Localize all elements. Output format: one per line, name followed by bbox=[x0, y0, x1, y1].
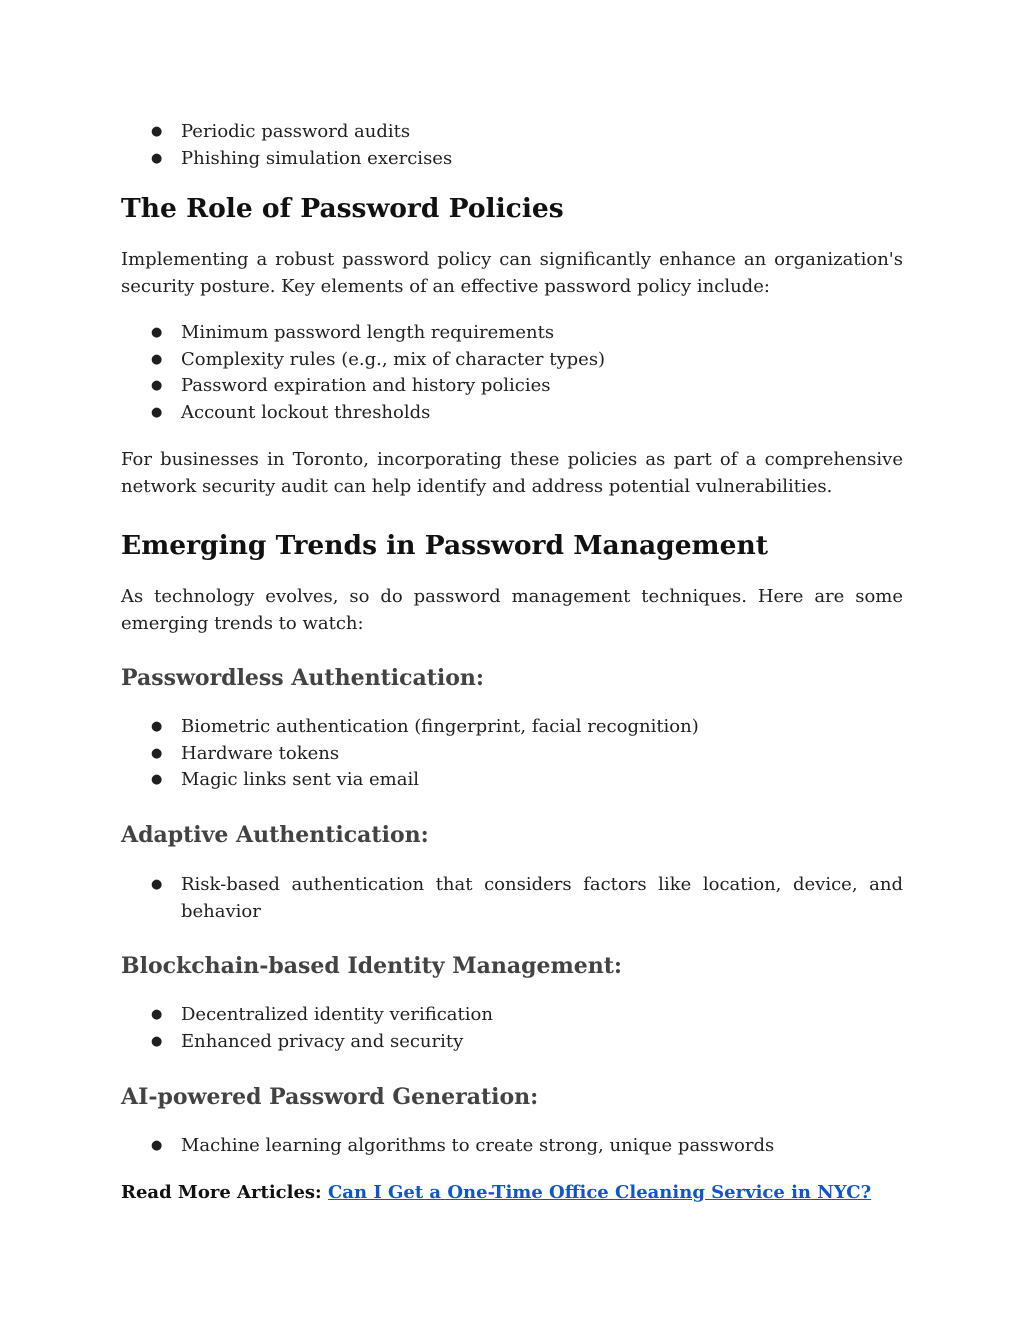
policies-closing-paragraph: For businesses in Toronto, incorporating these policies as part of a comprehensive network security audit can help identify and address potential vulnerabilities. bbox=[121, 449, 903, 497]
list-item: ● Periodic password audits bbox=[121, 119, 903, 146]
intro-bullet-list bbox=[121, 119, 903, 172]
list-item: ● Decentralized identity verification bbox=[121, 1002, 903, 1029]
read-more-label: Read More Articles: bbox=[121, 1182, 322, 1203]
heading-ai-password-generation: AI-powered Password Generation: bbox=[121, 1084, 539, 1110]
heading-passwordless-authentication: Passwordless Authentication: bbox=[121, 665, 485, 691]
adaptive-bullet-list bbox=[121, 872, 903, 925]
list-item: ● Phishing simulation exercises bbox=[121, 146, 903, 173]
list-item: ● Complexity rules (e.g., mix of character types) bbox=[121, 347, 903, 374]
list-item: ● Minimum password length requirements bbox=[121, 320, 903, 347]
heading-blockchain-identity: Blockchain-based Identity Management: bbox=[121, 953, 623, 979]
heading-emerging-trends: Emerging Trends in Password Management bbox=[121, 530, 768, 561]
list-item: ● Magic links sent via email bbox=[121, 767, 903, 794]
passwordless-bullet-list bbox=[121, 714, 903, 794]
list-item: ● Risk-based authentication that considers factors like location, device, and behavior bbox=[121, 872, 903, 925]
list-item: ● Hardware tokens bbox=[121, 741, 903, 768]
trends-intro-paragraph: As technology evolves, so do password management techniques. Here are some emerging trends to watch: bbox=[121, 586, 903, 634]
heading-adaptive-authentication: Adaptive Authentication: bbox=[121, 822, 429, 848]
blockchain-bullet-list bbox=[121, 1002, 903, 1055]
heading-password-policies: The Role of Password Policies bbox=[121, 193, 564, 224]
list-item: ● Machine learning algorithms to create strong, unique passwords bbox=[121, 1133, 903, 1160]
policies-intro-paragraph: Implementing a robust password policy can significantly enhance an organization's security posture. Key elements of an effective password policy include: bbox=[121, 249, 903, 297]
read-more-link[interactable]: Can I Get a One-Time Office Cleaning Service in NYC? bbox=[327, 1182, 872, 1203]
ai-bullet-list bbox=[121, 1133, 903, 1160]
read-more bbox=[121, 1180, 903, 1206]
list-item: ● Account lockout thresholds bbox=[121, 400, 903, 427]
list-item: ● Biometric authentication (fingerprint, facial recognition) bbox=[121, 714, 903, 741]
list-item: ● Password expiration and history policies bbox=[121, 373, 903, 400]
policies-bullet-list bbox=[121, 320, 903, 426]
list-item: ● Enhanced privacy and security bbox=[121, 1029, 903, 1056]
